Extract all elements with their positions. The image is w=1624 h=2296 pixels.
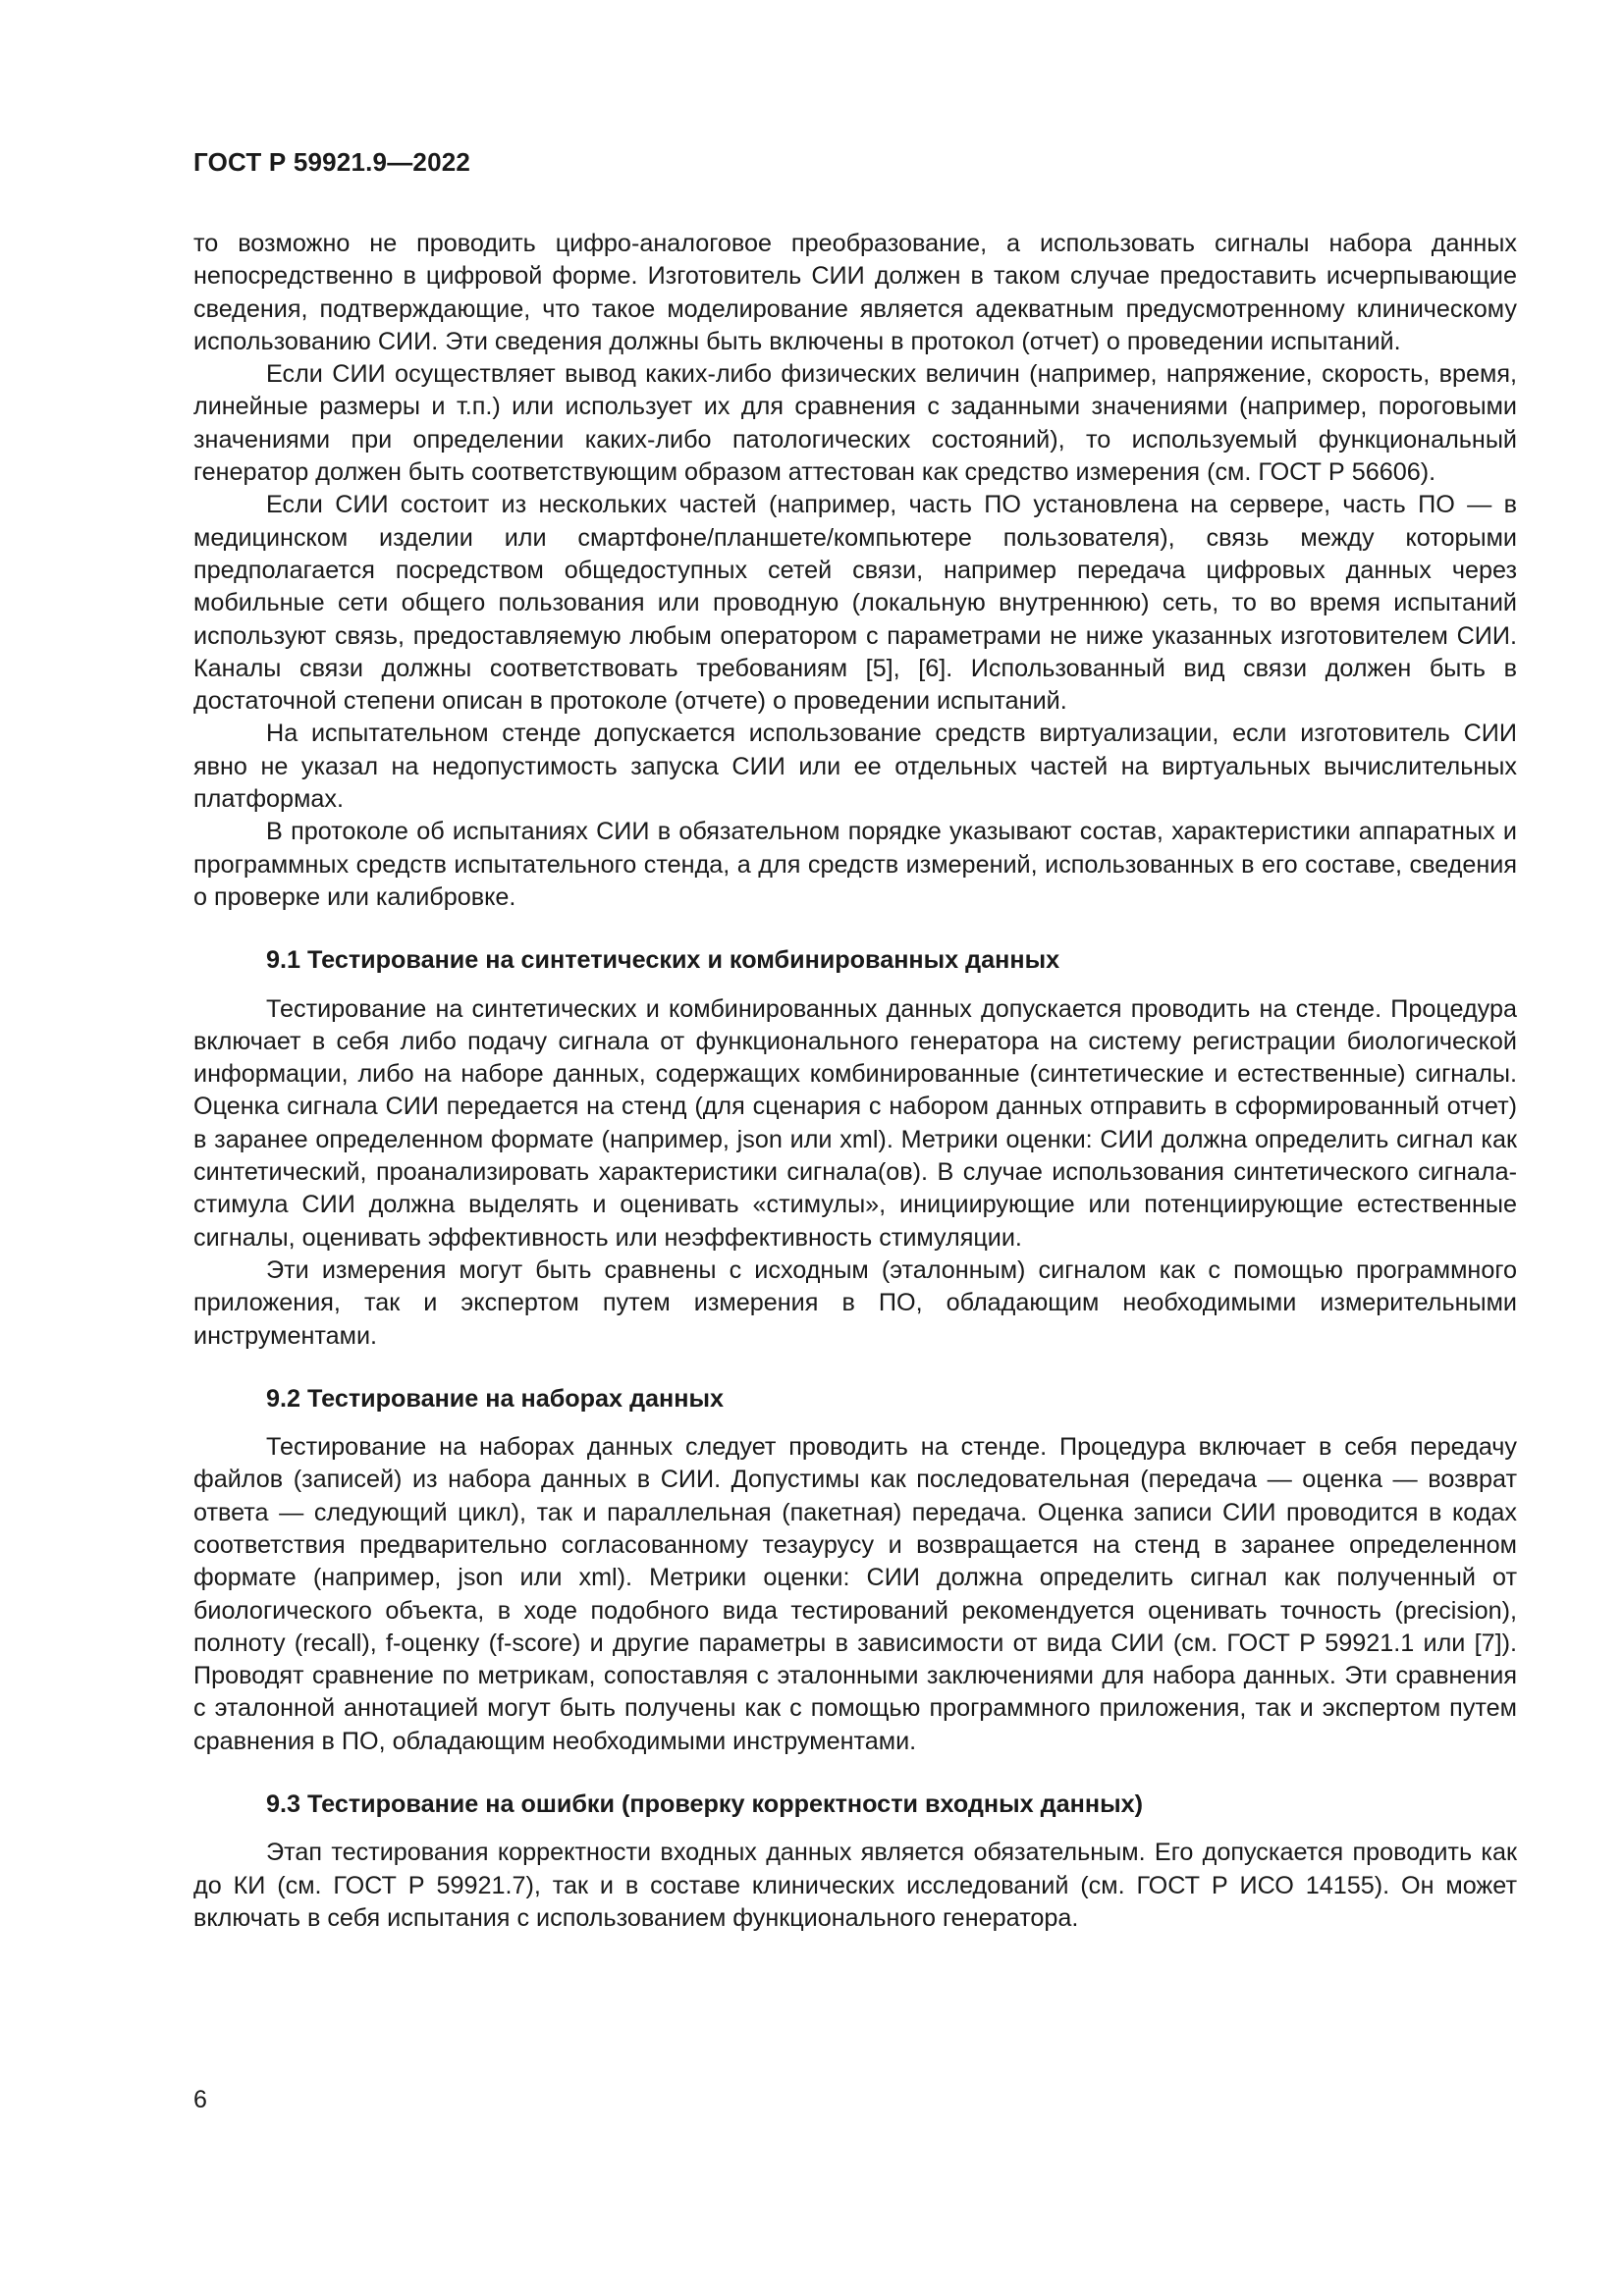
section-heading-9-1: 9.1 Тестирование на синтетических и комбинированных данных [266,946,1060,975]
paragraph: Тестирование на синтетических и комбинированных данных допускается проводить на стенде. Процедура включает в себя либо подачу сигнала от функционального генератора на систему регистрации биологической информации, либо на наборе данных, содержащих комбинированные (синтетические и естественные) сигналы. Оценка сигнала СИИ передается на стенд (для сценария с набором данных отправить в сформированный отчет) в заранее определенном формате (например, json или xml). Метрики оценки: СИИ должна определить сигнал как синтетический, проанализировать характеристики сигнала(ов). В случае использования синтетического сигнала-стимула СИИ должна выделять и оценивать «стимулы», инициирующие или потенциирующие естественные сигналы, оценивать эффективность или неэффективность стимуляции. [193,994,1517,1252]
paragraph: В протоколе об испытаниях СИИ в обязательном порядке указывают состав, характеристики аппаратных и программных средств испытательного стенда, а для средств измерений, использованных в его составе, сведения о проверке или калибровке. [193,818,1517,911]
paragraph: Эти измерения могут быть сравнены с исходным (эталонным) сигналом как с помощью программного приложения, так и экспертом путем измерения в ПО, обладающим необходимыми измерительными инструментами. [193,1255,1517,1350]
section-heading-9-3: 9.3 Тестирование на ошибки (проверку корректности входных данных) [266,1790,1143,1819]
paragraph: то возможно не проводить цифро-аналоговое преобразование, а использовать сигналы набора данных непосредственно в цифровой форме. Изготовитель СИИ должен в таком случае предоставить исчерпывающие сведения, подтверждающие, что такое моделирование является адекватным предусмотренному клиническому использованию СИИ. Эти сведения должны быть включены в протокол (отчет) о проведении испытаний. [193,230,1517,355]
document-header: ГОСТ Р 59921.9—2022 [193,147,471,177]
paragraph: Если СИИ осуществляет вывод каких-либо физических величин (например, напряжение, скорость, время, линейные размеры и т.п.) или использует их для сравнения с заданными значениями (например, пороговыми значениями при определении каких-либо патологических состояний), то используемый функциональный генератор должен быть соответствующим образом аттестован как средство измерения (см. ГОСТ Р 56606). [193,360,1517,487]
paragraph: Тестирование на наборах данных следует проводить на стенде. Процедура включает в себя передачу файлов (записей) из набора данных в СИИ. Допустимы как последовательная (передача — оценка — возврат ответа — следующий цикл), так и параллельная (пакетная) передача. Оценка записи СИИ проводится в кодах соответствия предварительно согласованному тезаурусу и возвращается на стенд в заранее определенном формате (например, json или xml). Метрики оценки: СИИ должна определить сигнал как полученный от биологического объекта, в ходе подобного вида тестирований рекомендуется оценивать точность (precision), полноту (recall), f-оценку (f-score) и другие параметры в зависимости от вида СИИ (см. ГОСТ Р 59921.1 или [7]). Проводят сравнение по метрикам, сопоставляя с эталонными заключениями для набора данных. Эти сравнения с эталонной аннотацией могут быть получены как с помощью программного приложения, так и экспертом путем сравнения в ПО, обладающим необходимыми инструментами. [193,1433,1517,1755]
paragraph: На испытательном стенде допускается использование средств виртуализации, если изготовитель СИИ явно не указал на недопустимость запуска СИИ или ее отдельных частей на виртуальных вычислительных платформах. [193,720,1517,814]
paragraph: Этап тестирования корректности входных данных является обязательным. Его допускается проводить как до КИ (см. ГОСТ Р 59921.7), так и в составе клинических исследований (см. ГОСТ Р ИСО 14155). Он может включать в себя испытания с использованием функционального генератора. [193,1839,1517,1932]
section-heading-9-2: 9.2 Тестирование на наборах данных [266,1384,725,1413]
document-body [193,228,1517,1935]
paragraph: Если СИИ состоит из нескольких частей (например, часть ПО установлена на сервере, часть ПО — в медицинском изделии или смартфоне/планшете/компьютере пользователя), связь между которыми предполагается посредством общедоступных сетей связи, например передача цифровых данных через мобильные сети общего пользования или проводную (локальную внутреннюю) сеть, то во время испытаний используют связь, предоставляемую любым оператором с параметрами не ниже указанных изготовителем СИИ. Каналы связи должны соответствовать требованиям [5], [6]. Использованный вид связи должен быть в достаточной степени описан в протоколе (отчете) о проведении испытаний. [193,491,1517,716]
page-number: 6 [193,2086,207,2113]
